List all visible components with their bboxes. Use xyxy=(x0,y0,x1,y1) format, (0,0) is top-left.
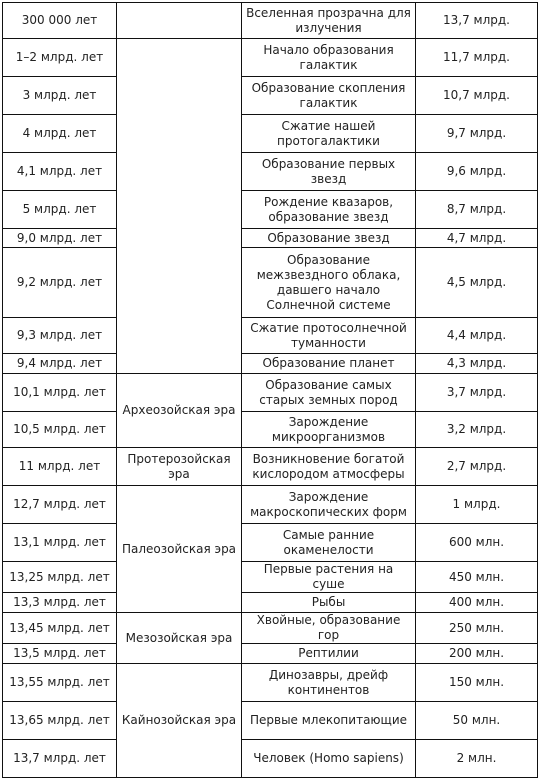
event-cell: Начало образования галактик xyxy=(242,39,416,77)
years-ago-cell: 13,7 млрд. xyxy=(416,3,538,39)
event-cell: Зарождение микроорганизмов xyxy=(242,412,416,448)
event-cell: Образование самых старых земных пород xyxy=(242,374,416,412)
time-since-big-bang-cell: 13,65 млрд. лет xyxy=(3,702,117,740)
cosmic-timeline-table xyxy=(2,2,538,778)
time-since-big-bang-cell: 9,4 млрд. лет xyxy=(3,354,117,374)
era-cell-cenozoic: Кайнозойская эра xyxy=(117,664,242,778)
era-cell-mesozoic: Мезозойская эра xyxy=(117,613,242,664)
table-row xyxy=(3,115,538,153)
era-cell-empty xyxy=(117,3,242,39)
years-ago-cell: 4,4 млрд. xyxy=(416,318,538,354)
time-since-big-bang-cell: 11 млрд. лет xyxy=(3,448,117,486)
time-since-big-bang-cell: 13,1 млрд. лет xyxy=(3,524,117,562)
event-cell: Сжатие протосолнечной туманности xyxy=(242,318,416,354)
table-row xyxy=(3,593,538,613)
time-since-big-bang-cell: 1–2 млрд. лет xyxy=(3,39,117,77)
time-since-big-bang-cell: 300 000 лет xyxy=(3,3,117,39)
table-row xyxy=(3,77,538,115)
era-cell-proterozoic: Протерозойская эра xyxy=(117,448,242,486)
time-since-big-bang-cell: 13,7 млрд. лет xyxy=(3,740,117,778)
time-since-big-bang-cell: 5 млрд. лет xyxy=(3,191,117,229)
table-row xyxy=(3,374,538,412)
time-since-big-bang-cell: 4,1 млрд. лет xyxy=(3,153,117,191)
event-cell: Зарождение макроскопических форм xyxy=(242,486,416,524)
time-since-big-bang-cell: 13,25 млрд. лет xyxy=(3,562,117,593)
time-since-big-bang-cell: 9,2 млрд. лет xyxy=(3,248,117,318)
years-ago-cell: 250 млн. xyxy=(416,613,538,644)
years-ago-cell: 4,7 млрд. xyxy=(416,229,538,248)
event-cell: Рептилии xyxy=(242,644,416,664)
years-ago-cell: 10,7 млрд. xyxy=(416,77,538,115)
years-ago-cell: 150 млн. xyxy=(416,664,538,702)
years-ago-cell: 4,3 млрд. xyxy=(416,354,538,374)
time-since-big-bang-cell: 13,55 млрд. лет xyxy=(3,664,117,702)
years-ago-cell: 9,6 млрд. xyxy=(416,153,538,191)
years-ago-cell: 400 млн. xyxy=(416,593,538,613)
era-cell-empty xyxy=(117,39,242,374)
table-row xyxy=(3,191,538,229)
event-cell: Образование звезд xyxy=(242,229,416,248)
years-ago-cell: 9,7 млрд. xyxy=(416,115,538,153)
years-ago-cell: 11,7 млрд. xyxy=(416,39,538,77)
years-ago-cell: 1 млрд. xyxy=(416,486,538,524)
era-cell-paleozoic: Палеозойская эра xyxy=(117,486,242,613)
time-since-big-bang-cell: 13,3 млрд. лет xyxy=(3,593,117,613)
time-since-big-bang-cell: 12,7 млрд. лет xyxy=(3,486,117,524)
event-cell: Человек (Homo sapiens) xyxy=(242,740,416,778)
years-ago-cell: 8,7 млрд. xyxy=(416,191,538,229)
event-cell: Образование скопления галактик xyxy=(242,77,416,115)
table-row xyxy=(3,562,538,593)
years-ago-cell: 200 млн. xyxy=(416,644,538,664)
event-cell: Хвойные, образование гор xyxy=(242,613,416,644)
event-cell: Вселенная прозрачна для излучения xyxy=(242,3,416,39)
table-row xyxy=(3,613,538,644)
event-cell: Самые ранние окаменелости xyxy=(242,524,416,562)
time-since-big-bang-cell: 3 млрд. лет xyxy=(3,77,117,115)
table-row xyxy=(3,248,538,318)
table-row xyxy=(3,644,538,664)
event-cell: Возникновение богатой кислородом атмосферы xyxy=(242,448,416,486)
event-cell: Динозавры, дрейф континентов xyxy=(242,664,416,702)
table-row xyxy=(3,3,538,39)
table-row xyxy=(3,740,538,778)
table-row xyxy=(3,448,538,486)
time-since-big-bang-cell: 13,5 млрд. лет xyxy=(3,644,117,664)
table-row xyxy=(3,354,538,374)
years-ago-cell: 600 млн. xyxy=(416,524,538,562)
event-cell: Первые растения на суше xyxy=(242,562,416,593)
event-cell: Рыбы xyxy=(242,593,416,613)
table-row xyxy=(3,486,538,524)
years-ago-cell: 2,7 млрд. xyxy=(416,448,538,486)
event-cell: Первые млекопитающие xyxy=(242,702,416,740)
time-since-big-bang-cell: 4 млрд. лет xyxy=(3,115,117,153)
table-row xyxy=(3,412,538,448)
time-since-big-bang-cell: 10,1 млрд. лет xyxy=(3,374,117,412)
event-cell: Сжатие нашей протогалактики xyxy=(242,115,416,153)
era-cell-archean: Археозойская эра xyxy=(117,374,242,448)
years-ago-cell: 3,2 млрд. xyxy=(416,412,538,448)
table-row xyxy=(3,39,538,77)
years-ago-cell: 4,5 млрд. xyxy=(416,248,538,318)
years-ago-cell: 450 млн. xyxy=(416,562,538,593)
event-cell: Образование планет xyxy=(242,354,416,374)
table-row xyxy=(3,664,538,702)
table-row xyxy=(3,229,538,248)
time-since-big-bang-cell: 9,3 млрд. лет xyxy=(3,318,117,354)
table-row xyxy=(3,524,538,562)
table-row xyxy=(3,153,538,191)
table-row xyxy=(3,702,538,740)
event-cell: Образование межзвездного облака, давшего начало Солнечной системе xyxy=(242,248,416,318)
years-ago-cell: 2 млн. xyxy=(416,740,538,778)
years-ago-cell: 3,7 млрд. xyxy=(416,374,538,412)
event-cell: Образование первых звезд xyxy=(242,153,416,191)
table-row xyxy=(3,318,538,354)
event-cell: Рождение квазаров, образование звезд xyxy=(242,191,416,229)
time-since-big-bang-cell: 13,45 млрд. лет xyxy=(3,613,117,644)
years-ago-cell: 50 млн. xyxy=(416,702,538,740)
time-since-big-bang-cell: 10,5 млрд. лет xyxy=(3,412,117,448)
time-since-big-bang-cell: 9,0 млрд. лет xyxy=(3,229,117,248)
